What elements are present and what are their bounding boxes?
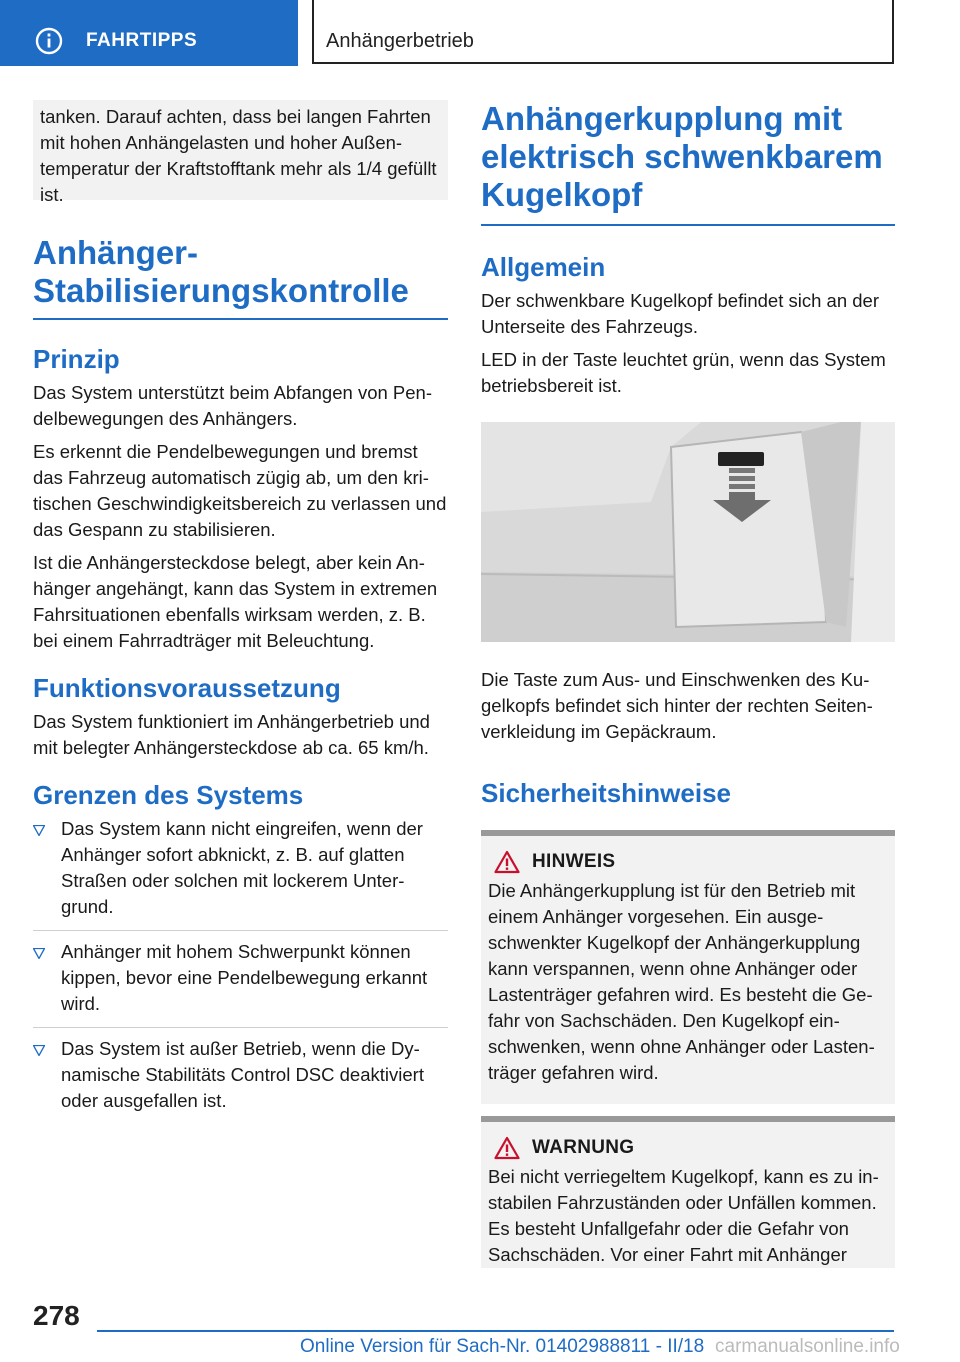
notice-text: Die Anhängerkupplung ist für den Betrieb mit einem Anhänger vorgesehen. Ein ausgeschwenkter Kugelkopf der Anhängerkupplung kann verspannen, wenn ohne Anhänger oder Lastenträger gefahren wird. Es besteht die Gefahr von Sachschäden. Den Kugelkopf einschwenken, wenn ohne Anhänger oder Lastenträger gefahren wird. — [488, 880, 875, 1083]
warning-triangle-icon — [494, 1136, 520, 1160]
heading-funktionsvoraussetzung: Funktionsvoraussetzung — [33, 673, 341, 703]
triangle-bullet-icon — [33, 825, 45, 836]
page-header — [0, 0, 960, 66]
list-item — [33, 816, 448, 931]
section-title-trailer-stability — [33, 234, 448, 320]
luggage-compartment-illustration — [481, 422, 895, 642]
section-tab — [0, 0, 298, 66]
notice-header — [488, 850, 888, 874]
notice-box-warnung — [481, 1116, 895, 1268]
title-line: Stabilisierungskontrolle — [33, 272, 409, 309]
paragraph: Das System unterstützt beim Abfangen von Pendelbewegungen des Anhängers. — [33, 382, 432, 429]
list-item-text: Anhänger mit hohem Schwerpunkt können kippen, bevor eine Pendelbewegung erkannt wird. — [61, 941, 428, 1014]
list-item-text: Das System ist außer Betrieb, wenn die Dynamische Stabilitäts Control DSC deaktiviert oder ausgefallen ist. — [61, 1038, 424, 1111]
section-title-tow-hitch — [481, 100, 895, 226]
warning-triangle-icon — [494, 850, 520, 874]
info-icon — [34, 26, 64, 56]
triangle-bullet-icon — [33, 1045, 45, 1056]
heading-grenzen: Grenzen des Systems — [33, 780, 304, 810]
watermark: carmanualsonline.info — [715, 1336, 900, 1357]
paragraph: LED in der Taste leuchtet grün, wenn das System betriebsbereit ist. — [481, 349, 886, 396]
notice-box-hinweis — [481, 830, 895, 1104]
online-version-text: Online Version für Sach-Nr. 01402988811 - II/18 — [300, 1336, 705, 1357]
page-number: 278 — [33, 1300, 80, 1331]
notice-label: WARNUNG — [532, 1137, 635, 1158]
title-line: Anhängerkupplung mit — [481, 100, 843, 137]
section-label: FAHRTIPPS — [86, 30, 198, 51]
list-item-text: Das System kann nicht eingreifen, wenn der Anhänger sofort abknickt, z. B. auf glatten Straßen oder solchen mit lockerem Untergrund. — [61, 818, 423, 917]
heading-allgemein: Allgemein — [481, 252, 606, 282]
list-item — [33, 939, 448, 1028]
footer-divider — [97, 1330, 894, 1332]
notice-continuation: tanken. Darauf achten, dass bei langen Fahrten mit hohen Anhängelasten und hoher Außentemperatur der Kraftstofftank mehr als 1/4 gefüllt ist. — [33, 100, 448, 200]
left-column — [33, 100, 448, 1132]
heading-prinzip: Prinzip — [33, 344, 120, 374]
notice-text: Bei nicht verriegeltem Kugelkopf, kann es zu instabilen Fahrzuständen oder Unfällen kommen. Es besteht Unfallgefahr oder die Gefahr von Sachschäden. Vor einer Fahrt mit Anhänger — [488, 1166, 879, 1265]
title-line: Kugelkopf — [481, 176, 643, 213]
paragraph: Ist die Anhängersteckdose belegt, aber kein Anhänger angehängt, kann das System in extremen Fahrsituationen ebenfalls wirksam werden, z. B. bei einem Fahrradträger mit Beleuchtung. — [33, 552, 438, 651]
triangle-bullet-icon — [33, 948, 45, 959]
chapter-box — [312, 0, 894, 64]
paragraph: Es erkennt die Pendelbewegungen und bremst das Fahrzeug automatisch zügig ab, um den kritischen Geschwindigkeitsbereich zu verlassen und das Gespann zu stabilisieren. — [33, 441, 447, 540]
paragraph: Das System funktioniert im Anhängerbetrieb und mit belegter Anhängersteckdose ab ca. 65 km/h. — [33, 711, 430, 758]
figure-caption: Die Taste zum Aus- und Einschwenken des Kugelkopfs befindet sich hinter der rechten Seitenverkleidung im Gepäckraum. — [481, 669, 873, 742]
heading-sicherheitshinweise: Sicherheitshinweise — [481, 778, 731, 808]
paragraph: Der schwenkbare Kugelkopf befindet sich an der Unterseite des Fahrzeugs. — [481, 290, 879, 337]
list-item — [33, 1036, 448, 1124]
notice-label: HINWEIS — [532, 851, 616, 872]
notice-header — [488, 1136, 888, 1160]
limits-list — [33, 816, 448, 1124]
chapter-label: Anhängerbetrieb — [326, 30, 474, 52]
title-line: Anhänger- — [33, 234, 198, 271]
title-line: elektrisch schwenkbarem — [481, 138, 883, 175]
right-column — [481, 100, 895, 1268]
